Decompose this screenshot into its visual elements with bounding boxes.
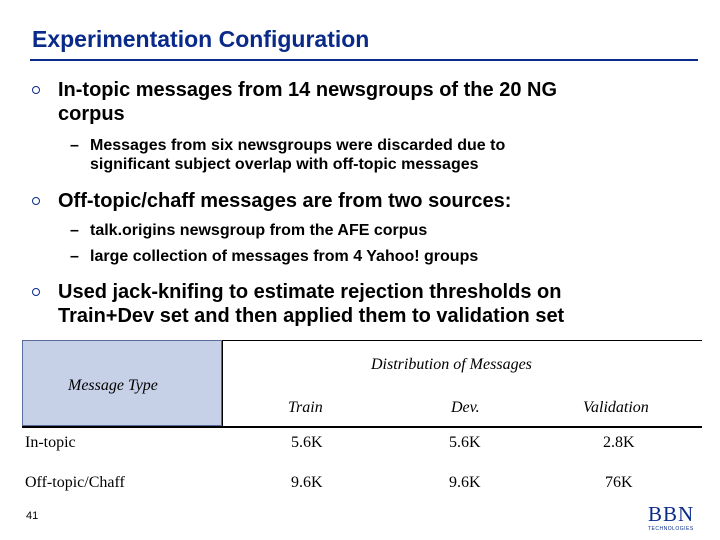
dash-icon: – — [70, 137, 79, 154]
sub-bullet-discarded — [70, 136, 505, 174]
row-label-off-topic: Off-topic/Chaff — [25, 474, 125, 491]
page-number: 41 — [26, 510, 39, 522]
sub-bullet-yahoo — [70, 247, 478, 266]
bullet-in-topic — [32, 78, 557, 126]
dash-icon: – — [70, 222, 79, 239]
cell-in-topic-dev: 5.6K — [449, 434, 481, 451]
cell-off-topic-train: 9.6K — [291, 474, 323, 491]
title-rule — [30, 59, 698, 61]
column-header-dev: Dev. — [451, 399, 480, 416]
row-label-in-topic: In-topic — [25, 434, 76, 451]
sub-bullet-text: Messages from six newsgroups were discarded due to significant subject overlap with off-topic messages — [90, 137, 506, 173]
bullet-text: In-topic messages from 14 newsgroups of the 20 NG corpus — [58, 79, 558, 125]
bullet-off-topic — [32, 189, 511, 213]
cell-off-topic-dev: 9.6K — [449, 474, 481, 491]
cell-in-topic-validation: 2.8K — [603, 434, 635, 451]
bullet-icon — [32, 288, 40, 296]
bullet-icon — [32, 197, 40, 205]
column-header-train: Train — [288, 399, 323, 416]
group-label: Distribution of Messages — [371, 356, 532, 373]
cell-in-topic-train: 5.6K — [291, 434, 323, 451]
sub-bullet-text: large collection of messages from 4 Yahoo! groups — [90, 248, 479, 265]
table-top-border — [222, 340, 702, 341]
logo-letters: BBN — [648, 502, 695, 526]
bbn-logo — [648, 504, 704, 534]
column-header-validation: Validation — [583, 399, 649, 416]
sub-bullet-talk-origins — [70, 221, 427, 240]
slide-title: Experimentation Configuration — [32, 26, 370, 52]
bullet-text: Used jack-knifing to estimate rejection thresholds on Train+Dev set and then applied them to validation set — [58, 281, 565, 327]
bullet-text: Off-topic/chaff messages are from two sources: — [58, 190, 512, 212]
cell-off-topic-validation: 76K — [605, 474, 633, 491]
table-header-rule — [22, 426, 702, 428]
bullet-jack-knifing — [32, 280, 564, 328]
logo-subtext: TECHNOLOGIES — [648, 526, 694, 532]
sub-bullet-text: talk.origins newsgroup from the AFE corpus — [90, 222, 428, 239]
corner-label: Message Type — [68, 377, 158, 394]
table-group-divider — [222, 340, 223, 426]
message-distribution-table — [22, 340, 702, 505]
bullet-icon — [32, 86, 40, 94]
dash-icon: – — [70, 248, 79, 265]
